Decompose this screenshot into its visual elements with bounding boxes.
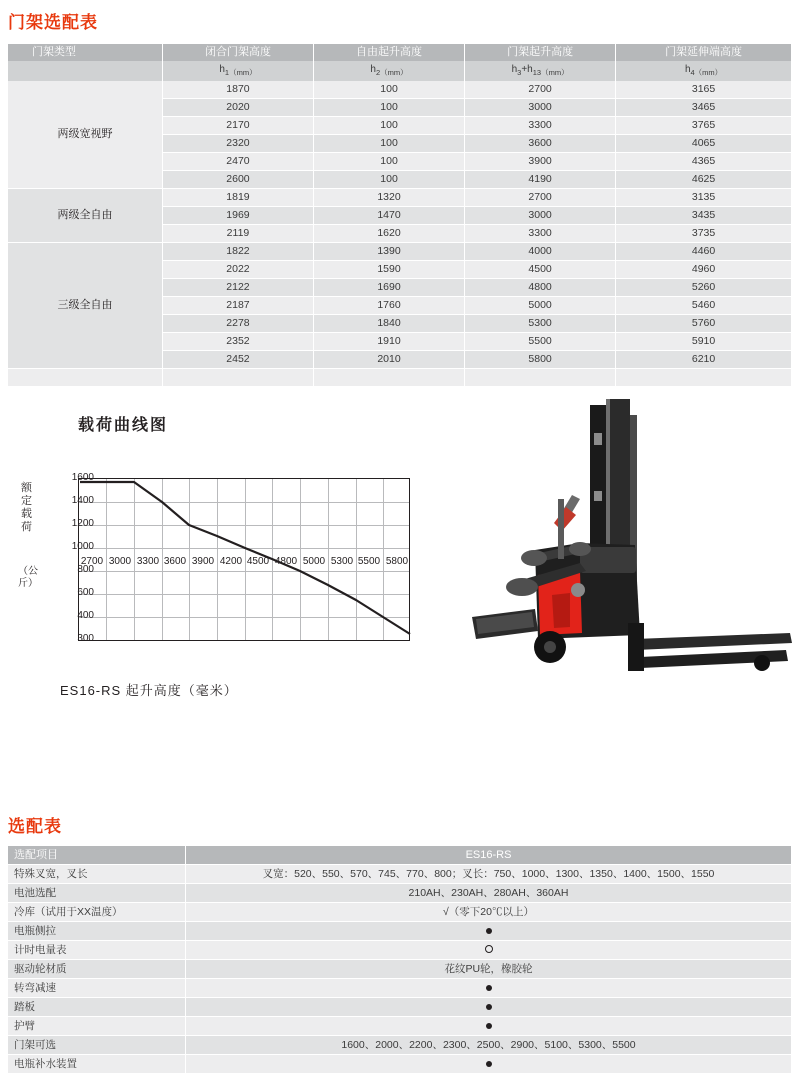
cell: 1910 xyxy=(314,333,465,351)
mast-col-lift-height: 门架起升高度 xyxy=(465,44,616,61)
chart-ytick: 1400 xyxy=(71,495,94,506)
mast-sub-h2: $h_2(mm)$ xyxy=(314,61,465,81)
table-row xyxy=(8,81,792,99)
cell: 1470 xyxy=(314,207,465,225)
option-value xyxy=(186,922,792,941)
hollow-circle-icon xyxy=(485,945,493,953)
table-row xyxy=(8,941,792,960)
cell: 3000 xyxy=(465,207,616,225)
table-row xyxy=(8,1036,792,1055)
cell: 2452 xyxy=(162,351,313,369)
cell: 100 xyxy=(314,81,465,99)
chart-y-axis-unit: （公斤） xyxy=(18,566,38,589)
cell: 1620 xyxy=(314,225,465,243)
option-label: 护臂 xyxy=(8,1017,186,1036)
cell: 100 xyxy=(314,117,465,135)
option-value xyxy=(186,1055,792,1074)
table-row xyxy=(8,922,792,941)
option-value xyxy=(186,1017,792,1036)
chart-ytick: 300 xyxy=(77,633,94,644)
options-table xyxy=(8,846,792,1074)
chart-xtick: 5000 xyxy=(302,556,326,567)
cell: 3900 xyxy=(465,153,616,171)
cell: 5910 xyxy=(616,333,792,351)
mast-section-title: 门架选配表 xyxy=(8,13,98,32)
option-value xyxy=(186,979,792,998)
cell: 2470 xyxy=(162,153,313,171)
cell: 2020 xyxy=(162,99,313,117)
option-label: 电池选配 xyxy=(8,884,186,903)
options-table-body xyxy=(8,865,792,1074)
cell: 4960 xyxy=(616,261,792,279)
mast-group-label-3: 三级全自由 xyxy=(8,243,162,369)
option-value: 210AH、230AH、280AH、360AH xyxy=(186,884,792,903)
cell: 100 xyxy=(314,135,465,153)
handle-grip-right xyxy=(569,542,591,556)
table-row xyxy=(8,960,792,979)
cell: 4065 xyxy=(616,135,792,153)
chart-xtick: 4500 xyxy=(246,556,270,567)
cell: 2122 xyxy=(162,279,313,297)
chart-xtick: 2700 xyxy=(80,556,104,567)
mast-col-extended-height: 门架延伸端高度 xyxy=(616,44,792,61)
cell: 4800 xyxy=(465,279,616,297)
cell: 5000 xyxy=(465,297,616,315)
steering-column xyxy=(558,499,564,559)
filled-dot-icon xyxy=(486,1023,492,1029)
fork-carriage xyxy=(628,623,644,671)
mast-group-label-2: 两级全自由 xyxy=(8,189,162,243)
option-label: 电瓶侧拉 xyxy=(8,922,186,941)
option-value: √（零下20℃以上） xyxy=(186,903,792,922)
cell: 3465 xyxy=(616,99,792,117)
cell: 3165 xyxy=(616,81,792,99)
cell: 3435 xyxy=(616,207,792,225)
option-value: 叉宽：520、550、570、745、770、800；叉长：750、1000、1300、1350、1400、1500、1550 xyxy=(186,865,792,884)
cell: 6210 xyxy=(616,351,792,369)
cell: 2352 xyxy=(162,333,313,351)
cell: 5460 xyxy=(616,297,792,315)
table-row xyxy=(8,998,792,1017)
mast-options-table xyxy=(8,44,792,387)
cell: 2022 xyxy=(162,261,313,279)
fork-upper xyxy=(635,633,792,650)
body-panel-dark-red xyxy=(552,593,570,628)
chart-xtick: 5500 xyxy=(357,556,381,567)
chart-ytick: 400 xyxy=(77,610,94,621)
option-label: 电瓶补水装置 xyxy=(8,1055,186,1074)
cell: 1969 xyxy=(162,207,313,225)
mast-sub-h3h13: $h_3+h_{13}(mm)$ xyxy=(465,61,616,81)
forklift-illustration xyxy=(430,395,800,725)
table-row xyxy=(8,1055,792,1074)
cell: 1390 xyxy=(314,243,465,261)
cell: 2187 xyxy=(162,297,313,315)
option-label: 踏板 xyxy=(8,998,186,1017)
chart-ytick: 1200 xyxy=(71,518,94,529)
option-label: 计时电量表 xyxy=(8,941,186,960)
chart-xtick: 3300 xyxy=(136,556,160,567)
handle-grip-left xyxy=(521,550,547,566)
cell: 2119 xyxy=(162,225,313,243)
option-value xyxy=(186,998,792,1017)
chart-title: 载荷曲线图 xyxy=(78,417,169,434)
cell-blank xyxy=(616,369,792,387)
cell: 3765 xyxy=(616,117,792,135)
chart-ytick: 800 xyxy=(77,564,94,575)
cell-blank xyxy=(465,369,616,387)
mast-table-body xyxy=(8,81,792,387)
mast-sub-h1: $h_1(mm)$ xyxy=(162,61,313,81)
chart-xtick: 3000 xyxy=(108,556,132,567)
option-label: 转弯减速 xyxy=(8,979,186,998)
cell: 1320 xyxy=(314,189,465,207)
table-row xyxy=(8,903,792,922)
options-section-title: 选配表 xyxy=(8,817,62,836)
cell: 1822 xyxy=(162,243,313,261)
table-row xyxy=(8,243,792,261)
cell: 2170 xyxy=(162,117,313,135)
option-value: 1600、2000、2200、2300、2500、2900、5100、5300、5500 xyxy=(186,1036,792,1055)
cell: 4190 xyxy=(465,171,616,189)
mast-group-label-1: 两级宽视野 xyxy=(8,81,162,189)
cell-blank xyxy=(162,369,313,387)
chart-xtick: 3900 xyxy=(191,556,215,567)
tiller-head xyxy=(506,578,538,596)
cell: 5500 xyxy=(465,333,616,351)
cell: 3735 xyxy=(616,225,792,243)
cell: 2320 xyxy=(162,135,313,153)
table-row-filler xyxy=(8,369,792,387)
load-wheel xyxy=(754,655,770,671)
cell: 1590 xyxy=(314,261,465,279)
cell: 100 xyxy=(314,153,465,171)
option-label: 冷库（试用于XX温度） xyxy=(8,903,186,922)
mast-bracket xyxy=(594,433,602,445)
filled-dot-icon xyxy=(486,928,492,934)
chart-ytick: 1600 xyxy=(71,472,94,483)
mast-col-free-lift: 自由起升高度 xyxy=(314,44,465,61)
cell: 3300 xyxy=(465,225,616,243)
filled-dot-icon xyxy=(486,1061,492,1067)
cell-blank xyxy=(8,369,162,387)
table-row xyxy=(8,865,792,884)
table-row xyxy=(8,884,792,903)
cell: 5300 xyxy=(465,315,616,333)
mast-sub-blank xyxy=(8,61,162,81)
option-label: 特殊叉宽，叉长 xyxy=(8,865,186,884)
cell: 3300 xyxy=(465,117,616,135)
option-label: 门架可选 xyxy=(8,1036,186,1055)
cell: 5800 xyxy=(465,351,616,369)
mast-col-type: 门架类型 xyxy=(8,44,162,61)
cell: 2278 xyxy=(162,315,313,333)
cell: 4460 xyxy=(616,243,792,261)
chart-ytick: 1000 xyxy=(71,541,94,552)
chart-xtick: 5800 xyxy=(385,556,409,567)
cell: 4625 xyxy=(616,171,792,189)
mast-sub-h4: $h_4(mm)$ xyxy=(616,61,792,81)
cell: 4500 xyxy=(465,261,616,279)
mast-col-closed-height: 闭合门架高度 xyxy=(162,44,313,61)
table-row xyxy=(8,979,792,998)
options-header-row xyxy=(8,846,792,865)
cell: 3000 xyxy=(465,99,616,117)
cell: 2010 xyxy=(314,351,465,369)
cell: 3600 xyxy=(465,135,616,153)
options-col-item: 选配项目 xyxy=(8,846,186,865)
cell: 2600 xyxy=(162,171,313,189)
cell: 100 xyxy=(314,171,465,189)
chart-xtick: 3600 xyxy=(163,556,187,567)
cell: 5760 xyxy=(616,315,792,333)
chart-ytick: 600 xyxy=(77,587,94,598)
load-curve-chart xyxy=(0,390,430,720)
chart-xtick: 5300 xyxy=(330,556,354,567)
chart-xtick: 4800 xyxy=(274,556,298,567)
cell: 4000 xyxy=(465,243,616,261)
cell: 5260 xyxy=(616,279,792,297)
cell: 1870 xyxy=(162,81,313,99)
cell: 100 xyxy=(314,99,465,117)
table-row xyxy=(8,189,792,207)
mast-table-head xyxy=(8,44,792,81)
cell: 1690 xyxy=(314,279,465,297)
cell: 2700 xyxy=(465,189,616,207)
option-value xyxy=(186,941,792,960)
drive-wheel-hub xyxy=(544,641,556,653)
cell: 4365 xyxy=(616,153,792,171)
option-value: 花纹PU轮，橡胶轮 xyxy=(186,960,792,979)
cell: 1819 xyxy=(162,189,313,207)
cell: 3135 xyxy=(616,189,792,207)
chart-y-axis-label: 额定载荷 xyxy=(21,482,33,533)
cell: 1760 xyxy=(314,297,465,315)
option-label: 驱动轮材质 xyxy=(8,960,186,979)
mast-subheader-row xyxy=(8,61,792,81)
filled-dot-icon xyxy=(486,985,492,991)
chart-xtick: 4200 xyxy=(219,556,243,567)
filled-dot-icon xyxy=(486,1004,492,1010)
control-knob xyxy=(571,583,585,597)
cell: 2700 xyxy=(465,81,616,99)
mast-bracket-2 xyxy=(594,491,602,501)
options-col-model: ES16-RS xyxy=(186,846,792,865)
cell-blank xyxy=(314,369,465,387)
cell: 1840 xyxy=(314,315,465,333)
chart-x-axis-label: ES16-RS 起升高度（毫米） xyxy=(60,683,238,698)
table-row xyxy=(8,1017,792,1036)
mast-header-row xyxy=(8,44,792,61)
options-table-head xyxy=(8,846,792,865)
